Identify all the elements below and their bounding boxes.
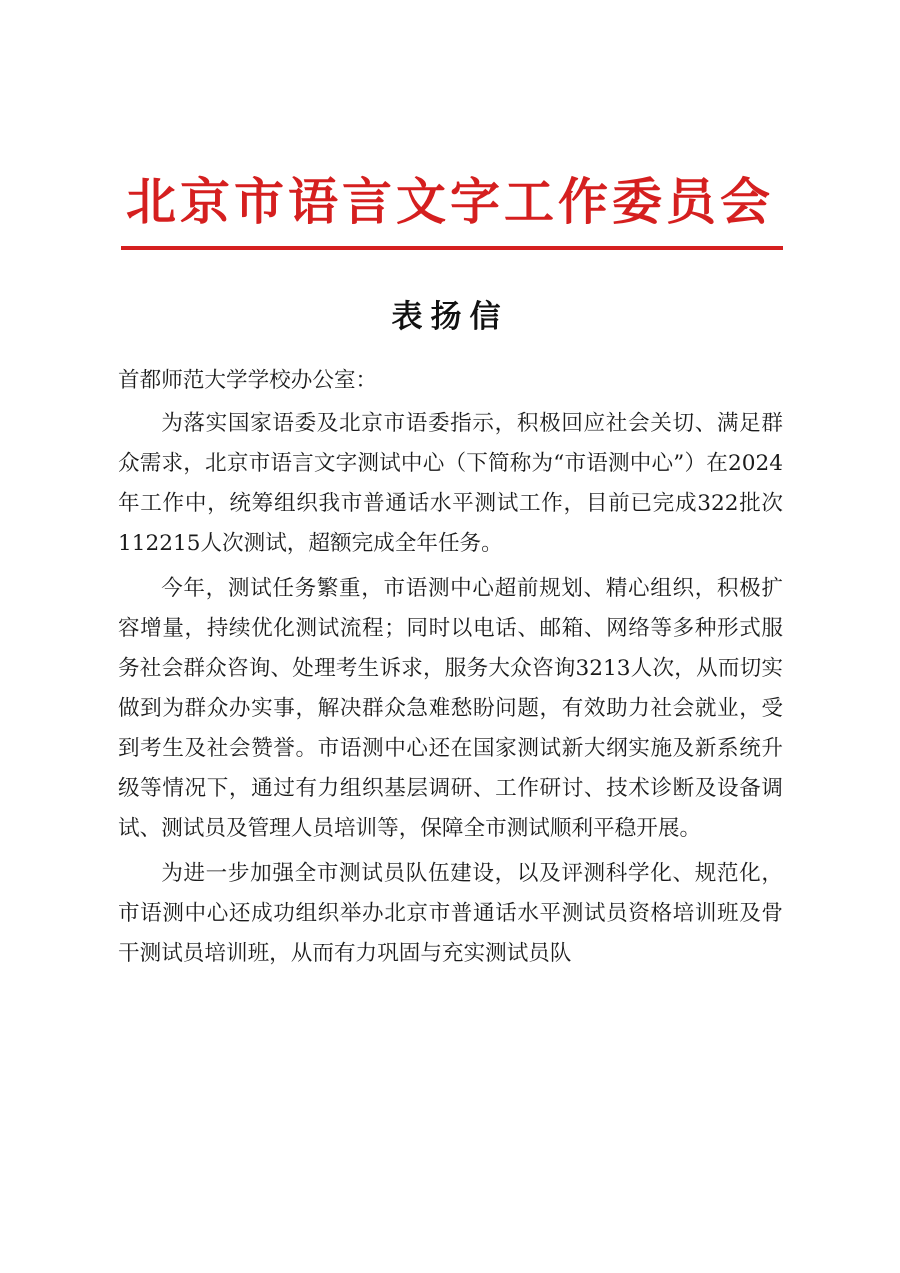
paragraph-1: 为落实国家语委及北京市语委指示，积极回应社会关切、满足群众需求，北京市语言文字测试中心（下简称为“市语测中心”）在2024年工作中，统筹组织我市普通话水平测试工作，目前已完成322批次112215人次测试，超额完成全年任务。: [118, 411, 783, 556]
salutation: 首都师范大学学校办公室：: [118, 368, 378, 393]
letter-body: [118, 361, 783, 979]
paragraph-2: 今年，测试任务繁重，市语测中心超前规划、精心组织，积极扩容增量，持续优化测试流程；同时以电话、邮箱、网络等多种形式服务社会群众咨询、处理考生诉求，服务大众咨询3213人次，从而切实做到为群众办实事，解决群众急难愁盼问题，有效助力社会就业，受到考生及社会赞誉。市语测中心还在国家测试新大纲实施及新系统升级等情况下，通过有力组织基层调研、工作研讨、技术诊断及设备调试、测试员及管理人员培训等，保障全市测试顺利平稳开展。: [118, 576, 783, 841]
letterhead-red-rule: [121, 246, 783, 250]
document-title: 表扬信: [391, 299, 509, 335]
paragraph-3: 为进一步加强全市测试员队伍建设，以及评测科学化、规范化，市语测中心还成功组织举办北京市普通话水平测试员资格培训班及骨干测试员培训班，从而有力巩固与充实测试员队: [118, 861, 783, 966]
letterhead-org-name: 北京市语言文字工作委员会: [126, 172, 774, 231]
